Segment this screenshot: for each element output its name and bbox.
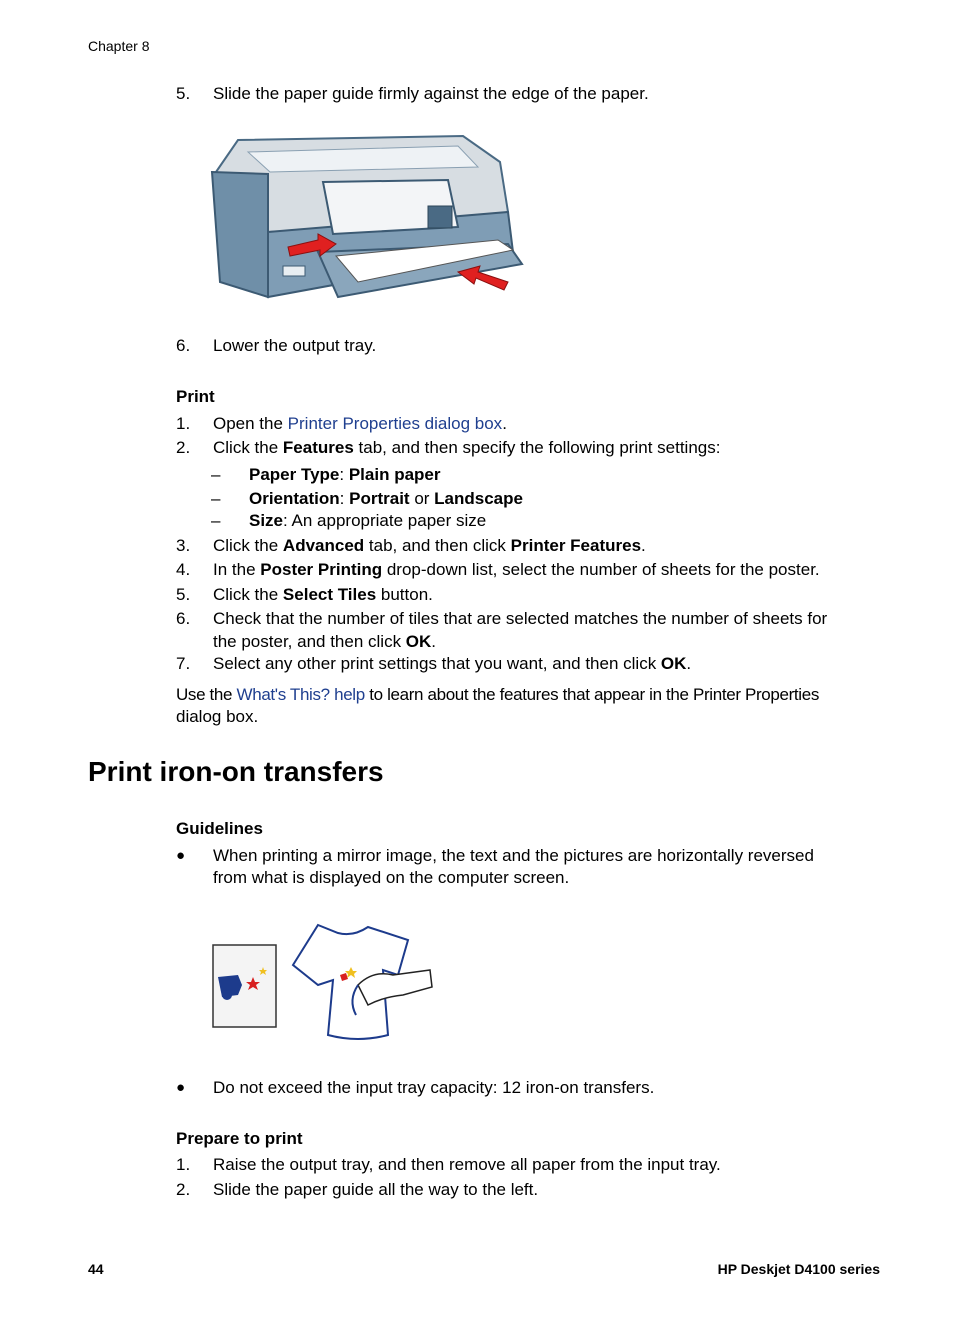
advanced-tab-name: Advanced [282,536,365,555]
step-number: 6. [176,609,191,628]
help-post: to learn about the features that appear in the Printer Properties [364,685,819,704]
setting-sep: : [339,489,350,508]
step-text-pre: Select any other print settings that you want, and then click [213,654,661,673]
setting-value: Plain paper [348,465,441,484]
step-text [213,436,720,459]
setting-name: Size [249,511,284,530]
printer-properties-link[interactable]: Printer Properties dialog box [287,414,503,433]
select-tiles-name: Select Tiles [282,585,377,604]
step-number: 5. [176,84,191,103]
bullet-text-line2: from what is displayed on the computer screen. [213,868,570,887]
ok-name: OK [405,632,432,651]
poster-printing-name: Poster Printing [260,560,383,579]
step-text-pre: Click the [213,438,283,457]
help-paragraph-line2: dialog box. [176,707,259,726]
prepare-heading: Prepare to print [176,1129,303,1148]
guidelines-heading: Guidelines [176,819,263,838]
dash: – [211,489,221,508]
step-text-post: drop-down list, select the number of sheets for the poster. [382,560,820,579]
step-text [213,558,820,581]
print-heading: Print [176,387,215,406]
dash: – [211,511,221,530]
bullet-text: Do not exceed the input tray capacity: 12 iron-on transfers. [213,1078,655,1097]
setting-name: Orientation [249,489,340,508]
setting-item [249,487,523,510]
bullet: ● [176,847,186,864]
step-text-pre: Click the [213,585,283,604]
step-text: Raise the output tray, and then remove all paper from the input tray. [213,1155,721,1174]
section-title: Print iron-on transfers [88,756,384,787]
printer-illustration [208,132,526,302]
step-text [213,412,507,435]
features-tab-name: Features [282,438,354,457]
setting-item [249,463,440,486]
step-text [213,534,646,557]
page-number: 44 [88,1261,104,1277]
setting-value-alt: Landscape [434,489,523,508]
dash: – [211,465,221,484]
power-button [283,266,305,276]
ok-name: OK [660,654,687,673]
step-number: 7. [176,654,191,673]
setting-or: or [409,489,435,508]
bullet-text-line1: When printing a mirror image, the text and the pictures are horizontally reversed [213,846,814,865]
chapter-label: Chapter 8 [88,38,150,54]
step-number: 1. [176,1155,191,1174]
step-text-post: . [502,414,507,433]
step-number: 6. [176,336,191,355]
paper-guide [428,206,452,228]
step-text-pre: the poster, and then click [213,632,406,651]
step-number: 3. [176,536,191,555]
step-number: 4. [176,560,191,579]
step-text-pre: Open the [213,414,288,433]
step-text-mid: tab, and then click [364,536,511,555]
step-text [213,652,691,675]
setting-rest: : An appropriate paper size [283,511,487,530]
printer-features-name: Printer Features [510,536,642,555]
step-number: 5. [176,585,191,604]
setting-value: Portrait [349,489,410,508]
setting-sep: : [339,465,349,484]
step-number: 2. [176,1180,191,1199]
bullet: ● [176,1079,186,1096]
step-text: Slide the paper guide firmly against the edge of the paper. [213,84,649,103]
step-text-post: . [431,632,437,651]
step-text-post: tab, and then specify the following print settings: [353,438,721,457]
step-text-pre: Click the [213,536,283,555]
help-paragraph-line1 [176,683,819,706]
step-number: 2. [176,438,191,457]
step-text-post: button. [376,585,433,604]
transfer-sheet [213,945,276,1027]
product-name: HP Deskjet D4100 series [717,1261,880,1277]
whats-this-help-link[interactable]: What's This? help [236,685,365,704]
help-pre: Use the [176,685,237,704]
step-text-pre: In the [213,560,261,579]
setting-name: Paper Type [249,465,340,484]
step-text-line1: Check that the number of tiles that are selected matches the number of sheets for [213,609,828,628]
step-number: 1. [176,414,191,433]
iron-on-illustration [208,915,438,1045]
step-text-post: . [641,536,646,555]
step-text [213,583,433,606]
step-text: Slide the paper guide all the way to the left. [213,1180,539,1199]
step-text-post: . [686,654,692,673]
step-text-line2 [213,630,436,653]
setting-item [249,509,486,532]
step-text: Lower the output tray. [213,336,377,355]
